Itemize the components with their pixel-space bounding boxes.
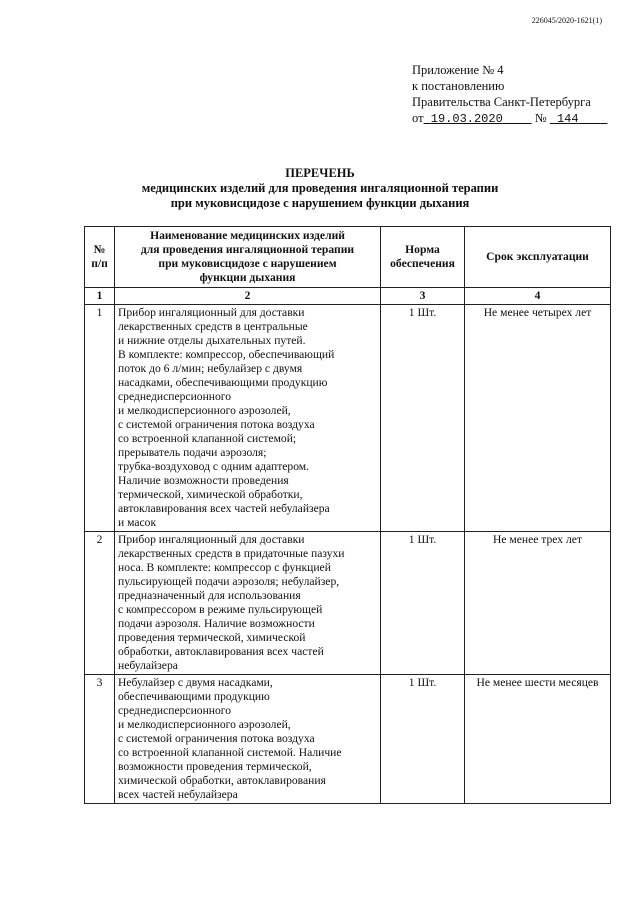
description-line: прерыватель подачи аэрозоля; xyxy=(118,446,267,459)
description-line: трубка-воздуховод с одним адаптером. xyxy=(118,460,310,473)
row-number: 2 xyxy=(85,532,115,675)
service-term: Не менее четырех лет xyxy=(465,305,611,532)
appendix-line-1: Приложение № 4 xyxy=(412,63,504,77)
description-line: и нижние отделы дыхательных путей. xyxy=(118,334,306,347)
title-line-2: медицинских изделий для проведения ингаляционной терапии xyxy=(141,181,499,195)
description-line: Прибор ингаляционный для доставки xyxy=(118,306,305,319)
service-term: Не менее шести месяцев xyxy=(465,675,611,804)
col-number-4: 4 xyxy=(465,288,611,305)
norm-value: 1 Шт. xyxy=(381,532,465,675)
header-term: Срок эксплуатации xyxy=(465,227,611,288)
document-number: 226045/2020-1621(1) xyxy=(531,16,602,25)
appendix-block xyxy=(412,62,607,127)
description-line: Прибор ингаляционный для доставки xyxy=(118,533,305,546)
device-description xyxy=(115,532,381,675)
norm-value: 1 Шт. xyxy=(381,305,465,532)
col-number-1: 1 xyxy=(85,288,115,305)
service-term: Не менее трех лет xyxy=(465,532,611,675)
table-header-row xyxy=(85,227,611,288)
description-line: лекарственных средств в придаточные пазухи xyxy=(118,547,345,560)
description-line: насадками, обеспечивающими продукцию xyxy=(118,376,328,389)
description-line: автоклавирования всех частей небулайзера xyxy=(118,502,330,515)
header-name: Наименование медицинских изделий для проведения ингаляционной терапии при муковисцидозе с нарушением функции дыхания xyxy=(115,227,381,288)
description-line: среднедисперсионного xyxy=(118,704,232,717)
title-line-3: при муковисцидозе с нарушением функции дыхания xyxy=(170,196,470,210)
device-description xyxy=(115,675,381,804)
number-prefix: № xyxy=(534,111,547,125)
row-number: 1 xyxy=(85,305,115,532)
table-row xyxy=(85,675,611,804)
description-line: лекарственных средств в центральные xyxy=(118,320,308,333)
header-num: № п/п xyxy=(85,227,115,288)
description-line: химической обработки, автоклавирования xyxy=(118,774,326,787)
table-row xyxy=(85,532,611,675)
header-norm: Норма обеспечения xyxy=(381,227,465,288)
col-number-2: 2 xyxy=(115,288,381,305)
document-title xyxy=(0,166,640,211)
description-line: В комплекте: компрессор, обеспечивающий xyxy=(118,348,335,361)
description-line: со встроенной клапанной системой; xyxy=(118,432,297,445)
appendix-line-2: к постановлению xyxy=(412,79,505,93)
col-number-3: 3 xyxy=(381,288,465,305)
device-description xyxy=(115,305,381,532)
description-line: проведения термической, химической xyxy=(118,631,306,644)
row-number: 3 xyxy=(85,675,115,804)
description-line: всех частей небулайзера xyxy=(118,788,238,801)
description-line: с компрессором в режиме пульсирующей xyxy=(118,603,323,616)
description-line: среднедисперсионного xyxy=(118,390,232,403)
date-prefix: от xyxy=(412,111,424,125)
description-line: и мелкодисперсионного аэрозолей, xyxy=(118,404,291,417)
description-line: термической, химической обработки, xyxy=(118,488,303,501)
column-numbers-row xyxy=(85,288,611,305)
description-line: и масок xyxy=(118,516,157,529)
appendix-date: 19.03.2020 xyxy=(430,112,503,126)
devices-table xyxy=(84,226,611,804)
appendix-date-line xyxy=(412,110,607,127)
description-line: пульсирующей подачи аэрозоля; небулайзер, xyxy=(118,575,340,588)
description-line: предназначенный для использования xyxy=(118,589,301,602)
description-line: возможности проведения термической, xyxy=(118,760,312,773)
appendix-number: 144 xyxy=(556,112,579,126)
description-line: и мелкодисперсионного аэрозолей, xyxy=(118,718,291,731)
description-line: со встроенной клапанной системой. Наличие xyxy=(118,746,342,759)
description-line: Наличие возможности проведения xyxy=(118,474,289,487)
title-line-1: ПЕРЕЧЕНЬ xyxy=(285,166,355,180)
description-line: носа. В комплекте: компрессор с функцией xyxy=(118,561,331,574)
description-line: с системой ограничения потока воздуха xyxy=(118,732,315,745)
description-line: обеспечивающими продукцию xyxy=(118,690,270,703)
appendix-line-3: Правительства Санкт-Петербурга xyxy=(412,95,591,109)
description-line: обработки, автоклавирования всех частей xyxy=(118,645,324,658)
description-line: Небулайзер с двумя насадками, xyxy=(118,676,273,689)
description-line: подачи аэрозоля. Наличие возможности xyxy=(118,617,315,630)
table-row xyxy=(85,305,611,532)
description-line: небулайзера xyxy=(118,659,178,672)
description-line: с системой ограничения потока воздуха xyxy=(118,418,315,431)
norm-value: 1 Шт. xyxy=(381,675,465,804)
description-line: поток до 6 л/мин; небулайзер с двумя xyxy=(118,362,303,375)
